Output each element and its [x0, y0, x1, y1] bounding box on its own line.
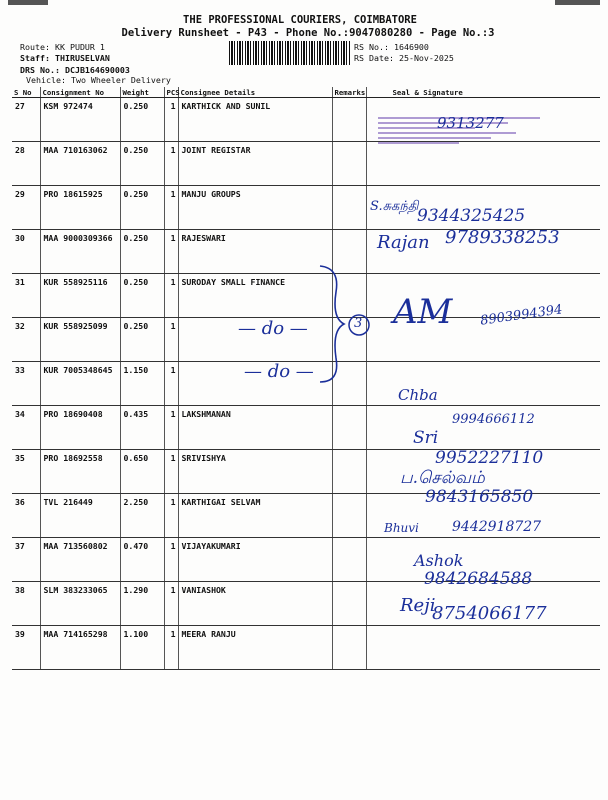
- row-pcs: 1: [164, 626, 178, 670]
- col-remarks: Remarks: [332, 87, 366, 98]
- handwritten-count: 3: [354, 316, 363, 331]
- row-consignment: PRO 18615925: [40, 186, 120, 230]
- handwritten-phone: 8754066177: [432, 603, 547, 624]
- row-sno: 37: [12, 538, 40, 582]
- row-pcs: 1: [164, 98, 178, 142]
- row-sno: 32: [12, 318, 40, 362]
- row-seal-signature: [366, 626, 600, 670]
- row-consignee: JOINT REGISTAR: [178, 142, 332, 186]
- row-consignment: KUR 558925099: [40, 318, 120, 362]
- row-pcs: 1: [164, 494, 178, 538]
- handwritten-ditto: — do —: [238, 318, 308, 339]
- row-sno: 33: [12, 362, 40, 406]
- scan-mark: [8, 0, 48, 5]
- row-consignee: KARTHIGAI SELVAM: [178, 494, 332, 538]
- row-pcs: 1: [164, 538, 178, 582]
- row-weight: 1.290: [120, 582, 164, 626]
- row-consignee: RAJESWARI: [178, 230, 332, 274]
- row-consignment: KUR 558925116: [40, 274, 120, 318]
- row-weight: 0.435: [120, 406, 164, 450]
- row-remarks: [332, 142, 366, 186]
- handwritten-signature: Rajan: [377, 232, 430, 253]
- handwritten-phone: 9442918727: [452, 519, 542, 535]
- row-consignment: MAA 713560802: [40, 538, 120, 582]
- table-row: [12, 626, 600, 670]
- row-sno: 31: [12, 274, 40, 318]
- row-consignment: MAA 710163062: [40, 142, 120, 186]
- handwritten-signature: S.சுகந்தி: [370, 199, 419, 214]
- row-pcs: 1: [164, 406, 178, 450]
- row-consignment: TVL 216449: [40, 494, 120, 538]
- handwritten-signature: AM: [393, 292, 453, 332]
- row-weight: 0.250: [120, 274, 164, 318]
- table-header: [12, 87, 600, 98]
- row-remarks: [332, 538, 366, 582]
- row-sno: 39: [12, 626, 40, 670]
- row-weight: 0.470: [120, 538, 164, 582]
- row-consignee: MEERA RANJU: [178, 626, 332, 670]
- handwritten-phone: 9344325425: [417, 206, 526, 226]
- row-sno: 35: [12, 450, 40, 494]
- row-consignee: SURODAY SMALL FINANCE: [178, 274, 332, 318]
- row-pcs: 1: [164, 142, 178, 186]
- row-consignment: PRO 18690408: [40, 406, 120, 450]
- row-sno: 34: [12, 406, 40, 450]
- row-remarks: [332, 582, 366, 626]
- handwritten-signature: ப.செல்வம்: [400, 468, 485, 488]
- row-weight: 0.250: [120, 230, 164, 274]
- row-pcs: 1: [164, 450, 178, 494]
- row-pcs: 1: [164, 318, 178, 362]
- row-weight: 0.250: [120, 98, 164, 142]
- handwritten-phone: 9313277: [437, 114, 504, 132]
- row-consignment: SLM 383233065: [40, 582, 120, 626]
- row-pcs: 1: [164, 230, 178, 274]
- row-consignment: MAA 714165298: [40, 626, 120, 670]
- handwritten-brace: [314, 262, 374, 387]
- row-consignee: VIJAYAKUMARI: [178, 538, 332, 582]
- company-title: THE PROFESSIONAL COURIERS, COIMBATORE: [183, 14, 417, 26]
- route: Route: KK PUDUR 1: [20, 42, 105, 52]
- col-pcs: PCS: [164, 87, 178, 98]
- row-consignee: MANJU GROUPS: [178, 186, 332, 230]
- row-sno: 28: [12, 142, 40, 186]
- row-consignment: PRO 18692558: [40, 450, 120, 494]
- row-remarks: [332, 626, 366, 670]
- col-sno: S No: [12, 87, 40, 98]
- row-consignment: MAA 9000309366: [40, 230, 120, 274]
- row-remarks: [332, 98, 366, 142]
- row-pcs: 1: [164, 274, 178, 318]
- row-weight: 0.650: [120, 450, 164, 494]
- row-sno: 30: [12, 230, 40, 274]
- row-consignee: SRIVISHYA: [178, 450, 332, 494]
- staff: Staff: THIRUSELVAN: [20, 53, 110, 63]
- rs-number: RS No.: 1646900: [354, 42, 429, 52]
- row-pcs: 1: [164, 362, 178, 406]
- row-sno: 38: [12, 582, 40, 626]
- row-remarks: [332, 494, 366, 538]
- handwritten-signature: Reji: [400, 595, 436, 616]
- row-sno: 29: [12, 186, 40, 230]
- row-consignee: LAKSHMANAN: [178, 406, 332, 450]
- row-weight: 2.250: [120, 494, 164, 538]
- row-remarks: [332, 450, 366, 494]
- row-sno: 27: [12, 98, 40, 142]
- row-consignment: KUR 7005348645: [40, 362, 120, 406]
- handwritten-signature: Chba: [398, 386, 438, 404]
- handwritten-phone: 9952227110: [435, 448, 544, 468]
- rs-date: RS Date: 25-Nov-2025: [354, 53, 454, 63]
- runsheet-title: Delivery Runsheet - P43 - Phone No.:9047080280 - Page No.:3: [121, 27, 495, 39]
- handwritten-ditto: — do —: [244, 361, 314, 382]
- handwritten-phone: 8903994394: [479, 302, 564, 329]
- barcode: [229, 41, 350, 65]
- handwritten-phone: 9994666112: [452, 412, 535, 427]
- vehicle: Vehicle: Two Wheeler Delivery: [26, 75, 171, 85]
- handwritten-signature: Bhuvi: [384, 521, 419, 535]
- row-consignee: KARTHICK AND SUNIL: [178, 98, 332, 142]
- row-consignment: KSM 972474: [40, 98, 120, 142]
- handwritten-phone: 9842684588: [424, 569, 533, 589]
- row-weight: 0.250: [120, 186, 164, 230]
- handwritten-phone: 9789338253: [445, 227, 560, 248]
- row-weight: 1.150: [120, 362, 164, 406]
- col-consignment: Consignment No: [40, 87, 120, 98]
- row-pcs: 1: [164, 582, 178, 626]
- handwritten-phone: 9843165850: [425, 487, 534, 507]
- row-weight: 1.100: [120, 626, 164, 670]
- row-sno: 36: [12, 494, 40, 538]
- row-remarks: [332, 406, 366, 450]
- scan-mark: [555, 0, 600, 5]
- handwritten-signature: Sri: [413, 428, 439, 448]
- col-seal-signature: Seal & Signature: [366, 87, 600, 98]
- row-weight: 0.250: [120, 142, 164, 186]
- col-weight: Weight: [120, 87, 164, 98]
- handwritten-signature: Ashok: [414, 551, 464, 570]
- row-remarks: [332, 186, 366, 230]
- drs-number: DRS No.: DCJB164690003: [20, 65, 130, 75]
- row-consignee: VANIASHOK: [178, 582, 332, 626]
- col-consignee: Consignee Details: [178, 87, 332, 98]
- row-weight: 0.250: [120, 318, 164, 362]
- row-pcs: 1: [164, 186, 178, 230]
